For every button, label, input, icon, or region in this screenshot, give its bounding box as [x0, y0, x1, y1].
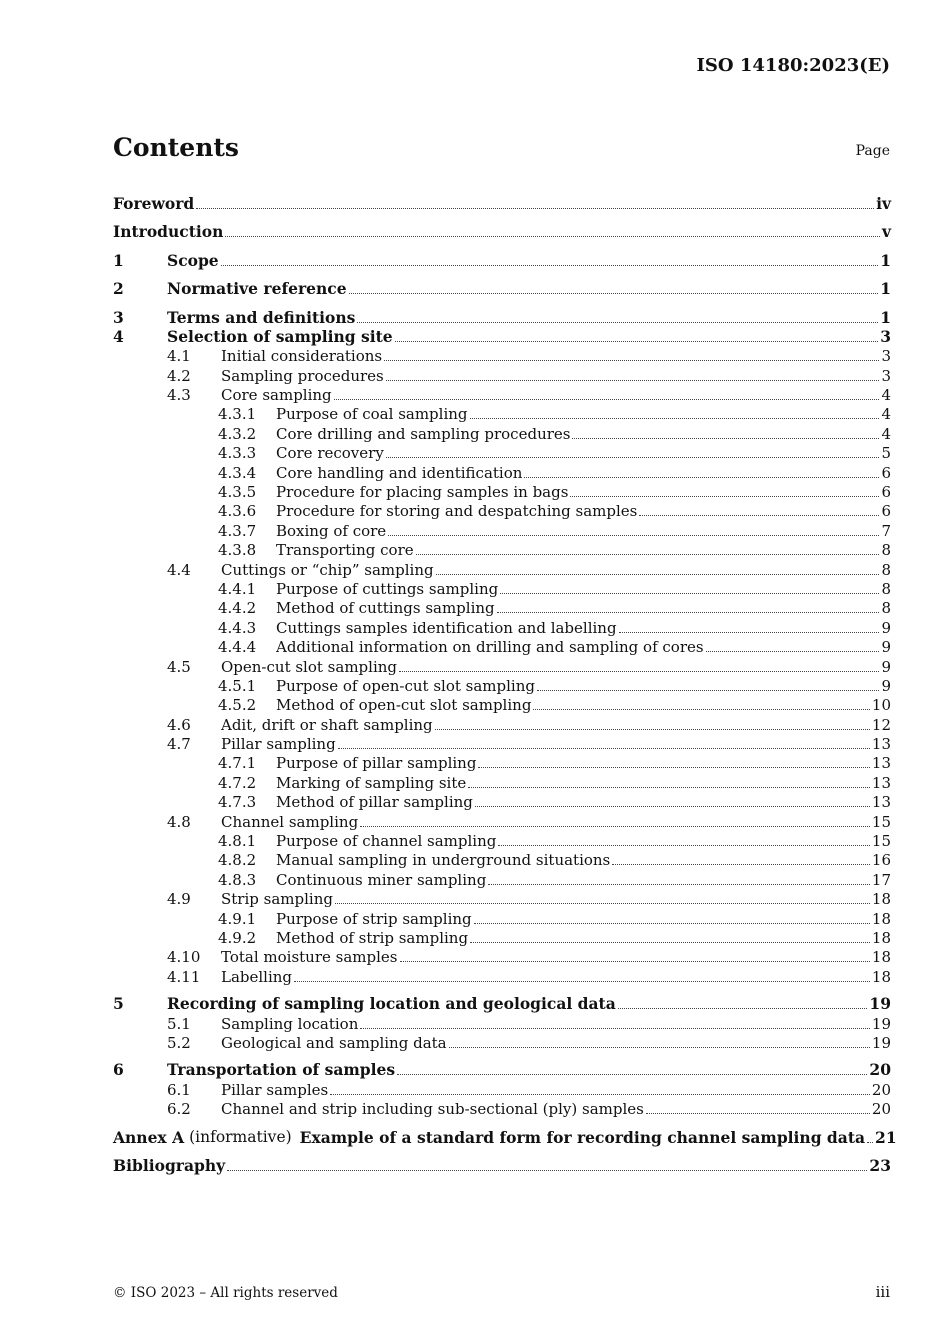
toc-entry-6[interactable]: 6 Transportation of samples 20: [113, 1060, 891, 1080]
toc-entry-4-3-7[interactable]: 4.3.7 Boxing of core 7: [218, 521, 891, 540]
annex-label: Annex A: [113, 1127, 185, 1147]
toc-entry-4[interactable]: 4 Selection of sampling site 3: [113, 326, 891, 346]
leader-dots: [570, 496, 879, 497]
leader-dots: [360, 1028, 870, 1029]
leader-dots: [360, 826, 870, 827]
toc-entry-annex-a[interactable]: Annex A (informative) Example of a standard form for recording channel sampling data 21: [113, 1127, 897, 1147]
leader-dots: [225, 236, 880, 237]
toc-entry-4-1[interactable]: 4.1 Initial considerations 3: [167, 347, 891, 366]
toc-entry-4-4-1[interactable]: 4.4.1 Purpose of cuttings sampling 8: [218, 579, 891, 598]
toc-entry-4-11[interactable]: 4.11 Labelling 18: [167, 967, 891, 986]
leader-dots: [470, 418, 880, 419]
toc-entry-bibliography[interactable]: Bibliography 23: [113, 1156, 891, 1176]
toc-entry-4-8-2[interactable]: 4.8.2 Manual sampling in underground situations 16: [218, 851, 891, 870]
leader-dots: [334, 399, 880, 400]
toc-entry-4-7[interactable]: 4.7 Pillar sampling 13: [167, 735, 891, 754]
contents-heading: Contents: [113, 133, 240, 162]
toc-entry-5[interactable]: 5 Recording of sampling location and geological data 19: [113, 994, 891, 1014]
leader-dots: [618, 1008, 868, 1009]
leader-dots: [468, 787, 870, 788]
page-number: iii: [875, 1283, 890, 1301]
leader-dots: [357, 322, 878, 323]
leader-dots: [196, 208, 874, 209]
toc-entry-6-1[interactable]: 6.1 Pillar samples 20: [167, 1080, 891, 1099]
toc-entry-4-4-4[interactable]: 4.4.4 Additional information on drilling and sampling of cores 9: [218, 638, 891, 657]
toc-entry-5-2[interactable]: 5.2 Geological and sampling data 19: [167, 1033, 891, 1052]
toc-entry-4-3-2[interactable]: 4.3.2 Core drilling and sampling procedures 4: [218, 424, 891, 443]
toc-entry-3[interactable]: 3 Terms and definitions 1: [113, 307, 891, 327]
toc-entry-4-9-2[interactable]: 4.9.2 Method of strip sampling 18: [218, 929, 891, 947]
toc-entry-4-5-2[interactable]: 4.5.2 Method of open-cut slot sampling 10: [218, 696, 891, 715]
leader-dots: [227, 1170, 867, 1171]
leader-dots: [498, 845, 870, 846]
leader-dots: [335, 903, 870, 904]
leader-dots: [386, 380, 880, 381]
leader-dots: [470, 942, 870, 943]
leader-dots: [612, 864, 870, 865]
toc-entry-introduction[interactable]: Introduction v: [113, 222, 891, 241]
leader-dots: [449, 1047, 870, 1048]
toc-entry-4-10[interactable]: 4.10 Total moisture samples 18: [167, 948, 891, 967]
toc-entry-4-3[interactable]: 4.3 Core sampling 4: [167, 386, 891, 405]
toc-entry-4-3-1[interactable]: 4.3.1 Purpose of coal sampling 4: [218, 405, 891, 424]
leader-dots: [478, 767, 869, 768]
toc-entry-4-2[interactable]: 4.2 Sampling procedures 3: [167, 366, 891, 385]
leader-dots: [221, 265, 879, 266]
leader-dots: [474, 923, 870, 924]
table-of-contents: [113, 185, 897, 1176]
leader-dots: [706, 651, 880, 652]
leader-dots: [349, 293, 879, 294]
leader-dots: [416, 554, 880, 555]
leader-dots: [397, 1074, 867, 1075]
toc-entry-4-8-3[interactable]: 4.8.3 Continuous miner sampling 17: [218, 870, 891, 889]
toc-entry-4-3-5[interactable]: 4.3.5 Procedure for placing samples in bags 6: [218, 483, 891, 502]
leader-dots: [338, 748, 870, 749]
leader-dots: [395, 341, 879, 342]
leader-dots: [435, 729, 870, 730]
toc-entry-4-7-3[interactable]: 4.7.3 Method of pillar sampling 13: [218, 793, 891, 812]
leader-dots: [386, 457, 880, 458]
toc-entry-4-9-1[interactable]: 4.9.1 Purpose of strip sampling 18: [218, 909, 891, 928]
leader-dots: [399, 671, 879, 672]
toc-entry-4-7-1[interactable]: 4.7.1 Purpose of pillar sampling 13: [218, 754, 891, 773]
leader-dots: [488, 884, 870, 885]
toc-entry-4-5-1[interactable]: 4.5.1 Purpose of open-cut slot sampling 9: [218, 676, 891, 695]
toc-entry-4-3-8[interactable]: 4.3.8 Transporting core 8: [218, 541, 891, 560]
toc-entry-4-4-2[interactable]: 4.4.2 Method of cuttings sampling 8: [218, 599, 891, 618]
leader-dots: [388, 535, 879, 536]
leader-dots: [646, 1113, 870, 1114]
toc-entry-4-8[interactable]: 4.8 Channel sampling 15: [167, 812, 891, 831]
leader-dots: [572, 438, 879, 439]
standard-identifier: ISO 14180:2023(E): [696, 55, 890, 76]
leader-dots: [867, 1142, 873, 1143]
toc-entry-2[interactable]: 2 Normative reference 1: [113, 279, 891, 298]
leader-dots: [475, 806, 870, 807]
toc-entry-foreword[interactable]: Foreword iv: [113, 193, 891, 213]
leader-dots: [639, 515, 879, 516]
leader-dots: [330, 1094, 870, 1095]
toc-entry-4-9[interactable]: 4.9 Strip sampling 18: [167, 890, 891, 909]
toc-entry-1[interactable]: 1 Scope 1: [113, 250, 891, 270]
toc-entry-6-2[interactable]: 6.2 Channel and strip including sub-sectional (ply) samples 20: [167, 1100, 891, 1119]
leader-dots: [500, 593, 879, 594]
toc-entry-4-3-6[interactable]: 4.3.6 Procedure for storing and despatching samples 6: [218, 502, 891, 521]
toc-entry-4-8-1[interactable]: 4.8.1 Purpose of channel sampling 15: [218, 832, 891, 851]
leader-dots: [537, 690, 879, 691]
leader-dots: [524, 477, 879, 478]
toc-entry-4-7-2[interactable]: 4.7.2 Marking of sampling site 13: [218, 773, 891, 792]
leader-dots: [533, 709, 869, 710]
toc-entry-4-6[interactable]: 4.6 Adit, drift or shaft sampling 12: [167, 715, 891, 734]
leader-dots: [400, 961, 870, 962]
page-column-label: Page: [855, 143, 890, 159]
toc-entry-4-3-3[interactable]: 4.3.3 Core recovery 5: [218, 444, 891, 463]
toc-entry-4-5[interactable]: 4.5 Open-cut slot sampling 9: [167, 657, 891, 676]
toc-entry-4-3-4[interactable]: 4.3.4 Core handling and identification 6: [218, 463, 891, 482]
annex-qualifier: (informative): [189, 1127, 292, 1146]
toc-entry-5-1[interactable]: 5.1 Sampling location 19: [167, 1014, 891, 1033]
leader-dots: [294, 981, 870, 982]
leader-dots: [619, 632, 880, 633]
toc-entry-4-4[interactable]: 4.4 Cuttings or “chip” sampling 8: [167, 560, 891, 579]
leader-dots: [497, 612, 880, 613]
leader-dots: [384, 360, 879, 361]
leader-dots: [436, 574, 880, 575]
toc-entry-4-4-3[interactable]: 4.4.3 Cuttings samples identification and labelling 9: [218, 618, 891, 637]
copyright-notice: © ISO 2023 – All rights reserved: [113, 1285, 338, 1301]
annex-title: Example of a standard form for recording channel sampling data: [299, 1127, 866, 1147]
